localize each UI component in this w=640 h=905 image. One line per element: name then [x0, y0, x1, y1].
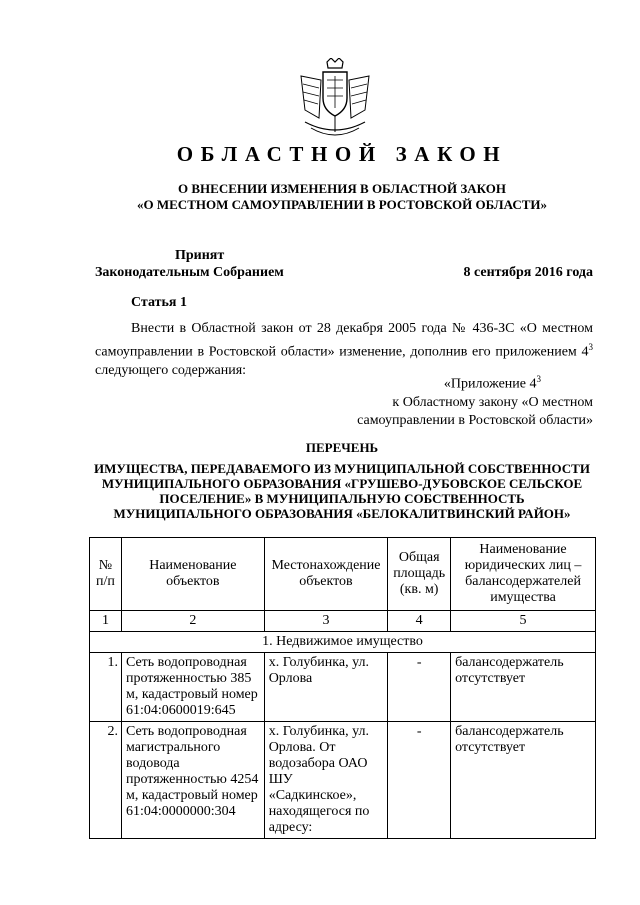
appendix-line2: к Областному закону «О местном: [392, 394, 593, 410]
column-number: 4: [388, 611, 451, 632]
table-row: [90, 653, 596, 722]
coat-of-arms-icon: [295, 58, 375, 142]
header-holder: Наименование юридических лиц – балансодержателей имущества: [451, 538, 596, 611]
header-area: Общая площадь (кв. м): [388, 538, 451, 611]
row-location: х. Голубинка, ул. Орлова. От водозабора ОАО ШУ «Садкинское», находящегося по адресу:: [264, 722, 388, 839]
appendix-sup: 3: [536, 374, 541, 384]
table-row: [90, 722, 596, 839]
appendix-title: «Приложение 4: [443, 376, 537, 392]
property-table: [89, 537, 596, 839]
adoption-line2: Законодательным Собранием: [95, 265, 284, 280]
row-name: Сеть водопроводная протяженностью 385 м, кадастровый номер 61:04:0600019:645: [121, 653, 264, 722]
header-location: Местонахождение объектов: [264, 538, 388, 611]
table-header-row: [90, 538, 596, 611]
column-number-row: [90, 611, 596, 632]
article-heading: Статья 1: [131, 295, 187, 310]
adoption-line1: Принят: [175, 248, 225, 263]
row-name: Сеть водопроводная магистрального водовода протяженностью 4254 м, кадастровый номер 61:04:0000000:304: [121, 722, 264, 839]
header-number: № п/п: [90, 538, 122, 611]
list-subtitle-line1: ИМУЩЕСТВА, ПЕРЕДАВАЕМОГО ИЗ МУНИЦИПАЛЬНОЙ СОБСТВЕННОСТИ: [94, 461, 590, 476]
column-number: 3: [264, 611, 388, 632]
article-text-part2: следующего содержания:: [95, 362, 247, 378]
column-number: 5: [451, 611, 596, 632]
law-subtitle: [22, 181, 640, 213]
appendix-reference: [357, 370, 593, 430]
adoption-info: [95, 247, 284, 281]
header-name: Наименование объектов: [121, 538, 264, 611]
list-subtitle-line4: МУНИЦИПАЛЬНОГО ОБРАЗОВАНИЯ «БЕЛОКАЛИТВИНСКИЙ РАЙОН»: [113, 506, 571, 521]
row-area: -: [388, 653, 451, 722]
appendix-line3: самоуправлении в Ростовской области»: [357, 412, 593, 428]
row-number: 2.: [90, 722, 122, 839]
law-type-title: ОБЛАСТНОЙ ЗАКОН: [176, 142, 508, 166]
law-subtitle-line2: «О МЕСТНОМ САМОУПРАВЛЕНИИ В РОСТОВСКОЙ ОБЛАСТИ»: [137, 197, 547, 212]
adoption-date: 8 сентября 2016 года: [463, 265, 593, 280]
column-number: 1: [90, 611, 122, 632]
list-subtitle-line2: МУНИЦИПАЛЬНОГО ОБРАЗОВАНИЯ «ГРУШЕВО-ДУБОВСКОЕ СЕЛЬСКОЕ: [101, 476, 583, 491]
row-holder: балансодержатель отсутствует: [451, 653, 596, 722]
row-area: -: [388, 722, 451, 839]
law-subtitle-line1: О ВНЕСЕНИИ ИЗМЕНЕНИЯ В ОБЛАСТНОЙ ЗАКОН: [178, 181, 506, 196]
row-holder: балансодержатель отсутствует: [451, 722, 596, 839]
article-text-part1: Внести в Областной закон от 28 декабря 2005 года № 436-ЗС «О местном самоуправлении в Ростовской области» изменение, дополнив его приложением 4: [95, 321, 593, 360]
column-number: 2: [121, 611, 264, 632]
article-sup: 3: [588, 342, 593, 352]
list-subtitle-line3: ПОСЕЛЕНИЕ» В МУНИЦИПАЛЬНУЮ СОБСТВЕННОСТЬ: [159, 491, 525, 506]
list-title: ПЕРЕЧЕНЬ: [305, 440, 379, 455]
row-location: х. Голубинка, ул. Орлова: [264, 653, 388, 722]
section-title: 1. Недвижимое имущество: [90, 632, 596, 653]
section-row: [90, 632, 596, 653]
list-subtitle: [22, 461, 640, 521]
row-number: 1.: [90, 653, 122, 722]
